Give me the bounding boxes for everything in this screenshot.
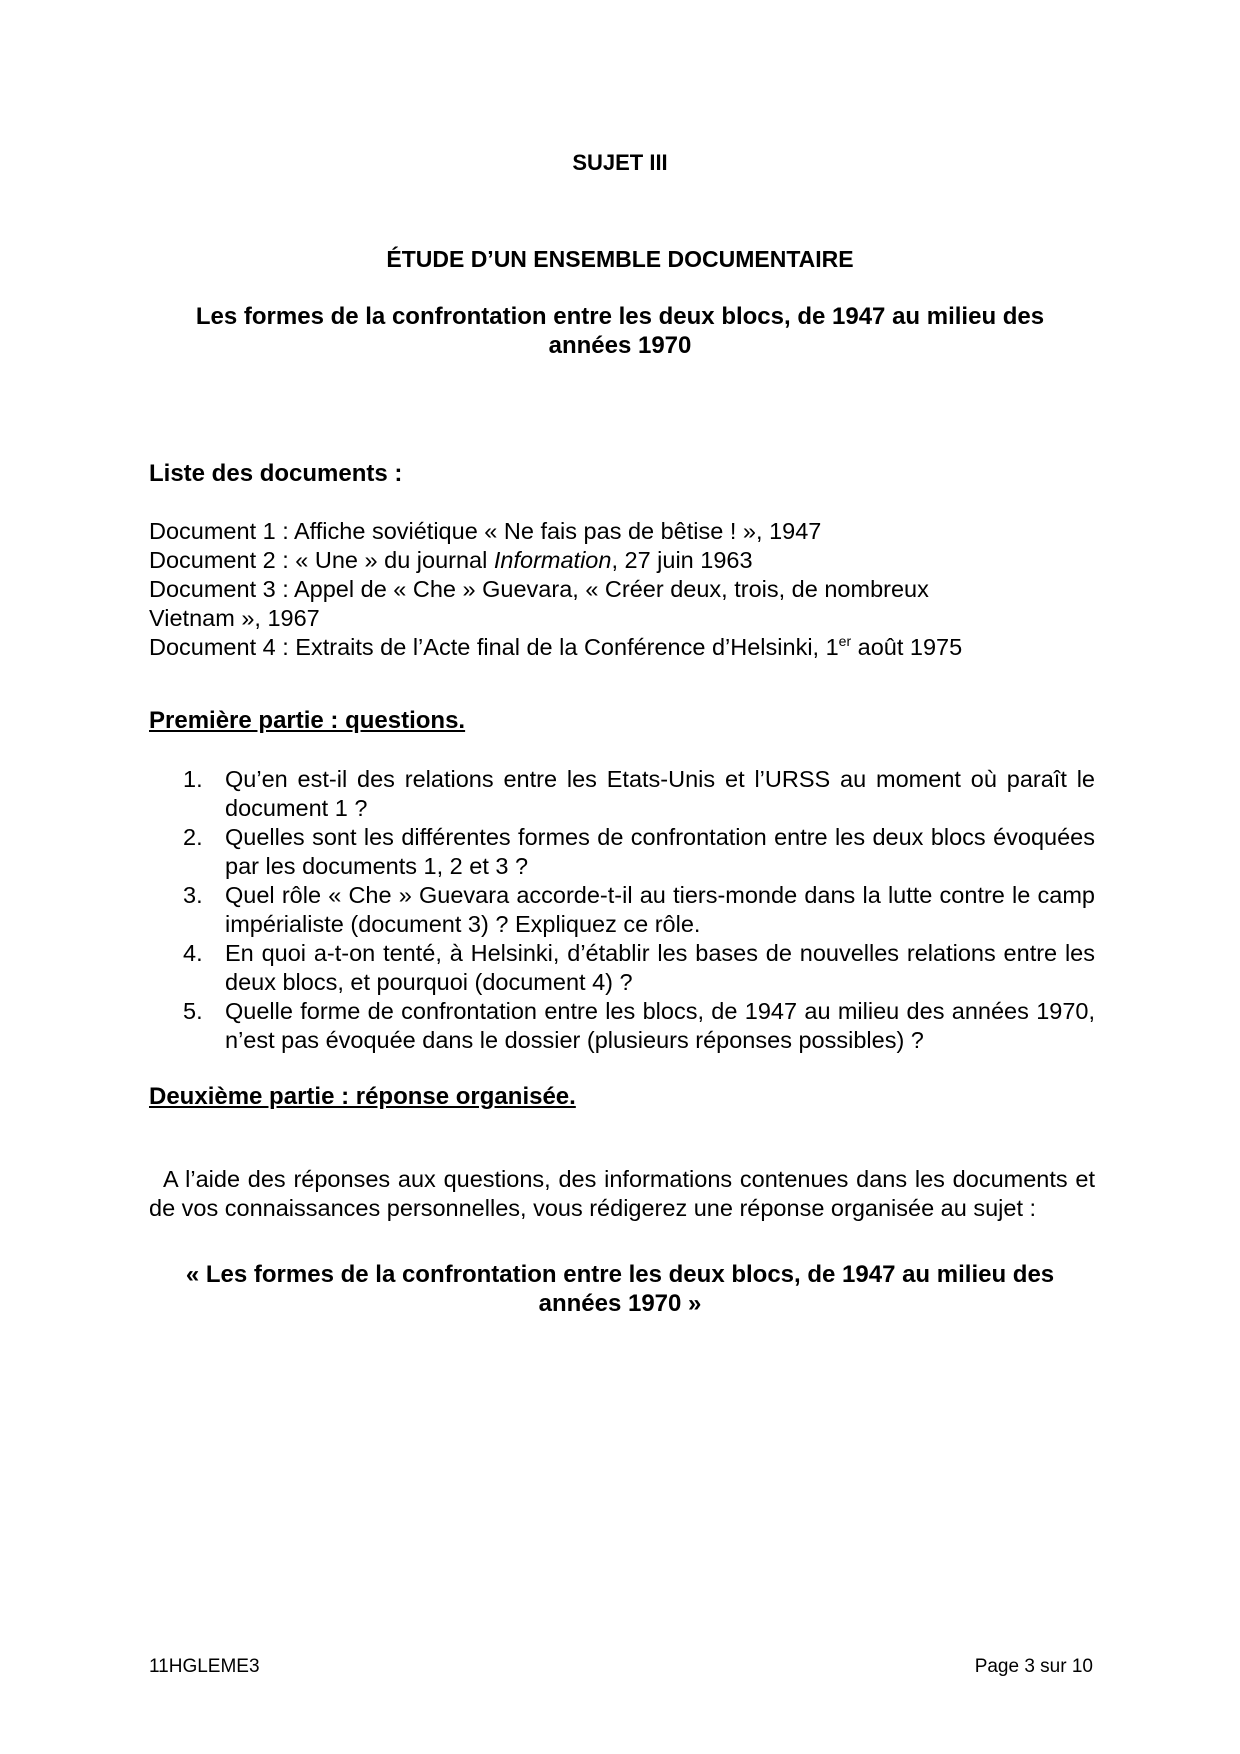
question-text: Quel rôle « Che » Guevara accorde-t-il au tiers-monde dans la lutte contre le camp impérialiste (document 3) ? Expliquez ce rôle.: [225, 882, 1095, 937]
document-item-3-line1: Document 3 : Appel de « Che » Guevara, « Créer deux, trois, de nombreux: [149, 576, 929, 602]
question-item: [149, 939, 1095, 997]
instruction-paragraph: A l’aide des réponses aux questions, des informations contenues dans les documents et de vos connaissances personnelles, vous rédigerez une réponse organisée au sujet :: [149, 1165, 1095, 1221]
essay-topic-line2: années 1970 »: [538, 1290, 702, 1317]
questions-list: [149, 765, 1095, 1055]
part1-heading: Première partie : questions.: [149, 707, 466, 734]
question-item: [149, 765, 1095, 823]
question-item: [149, 823, 1095, 881]
question-text: Quelles sont les différentes formes de confrontation entre les deux blocs évoquées par les documents 1, 2 et 3 ?: [225, 824, 1095, 879]
essay-topic-line1: « Les formes de la confrontation entre les deux blocs, de 1947 au milieu des: [185, 1261, 1055, 1288]
document-item-4: [149, 633, 962, 662]
exercise-heading: ÉTUDE D’UN ENSEMBLE DOCUMENTAIRE: [386, 246, 854, 272]
question-number: 5.: [183, 998, 203, 1024]
document-item-2-suffix: , 27 juin 1963: [611, 547, 753, 573]
theme-title-line2: années 1970: [548, 332, 692, 359]
question-item: [149, 997, 1095, 1055]
part2-heading: Deuxième partie : réponse organisée.: [149, 1083, 576, 1110]
document-item-3-line2: Vietnam », 1967: [149, 605, 320, 631]
question-text: Quelle forme de confrontation entre les blocs, de 1947 au milieu des années 1970, n’est pas évoquée dans le dossier (plusieurs réponses possibles) ?: [225, 998, 1095, 1053]
exam-code: 11HGLEME3: [149, 1656, 260, 1677]
question-number: 4.: [183, 940, 203, 966]
page-number: Page 3 sur 10: [974, 1656, 1093, 1677]
document-item-2: [149, 546, 753, 575]
document-item-1: Document 1 : Affiche soviétique « Ne fais pas de bêtise ! », 1947: [149, 518, 822, 544]
question-text: Qu’en est-il des relations entre les Etats-Unis et l’URSS au moment où paraît le document 1 ?: [225, 766, 1095, 821]
question-number: 2.: [183, 824, 203, 850]
question-item: [149, 881, 1095, 939]
documents-heading: Liste des documents :: [149, 460, 403, 487]
subject-heading: SUJET III: [572, 150, 668, 175]
theme-title-line1: Les formes de la confrontation entre les deux blocs, de 1947 au milieu des: [195, 303, 1045, 330]
document-item-2-prefix: Document 2 : « Une » du journal: [149, 547, 494, 573]
question-text: En quoi a-t-on tenté, à Helsinki, d’établir les bases de nouvelles relations entre les deux blocs, et pourquoi (document 4) ?: [225, 940, 1095, 995]
newspaper-title: Information: [493, 547, 612, 573]
document-item-4-prefix: Document 4 : Extraits de l’Acte final de la Conférence d’Helsinki, 1: [149, 634, 839, 660]
document-item-4-suffix: août 1975: [851, 634, 963, 660]
ordinal-superscript: er: [838, 633, 852, 649]
question-number: 3.: [183, 882, 203, 908]
question-number: 1.: [183, 766, 203, 792]
